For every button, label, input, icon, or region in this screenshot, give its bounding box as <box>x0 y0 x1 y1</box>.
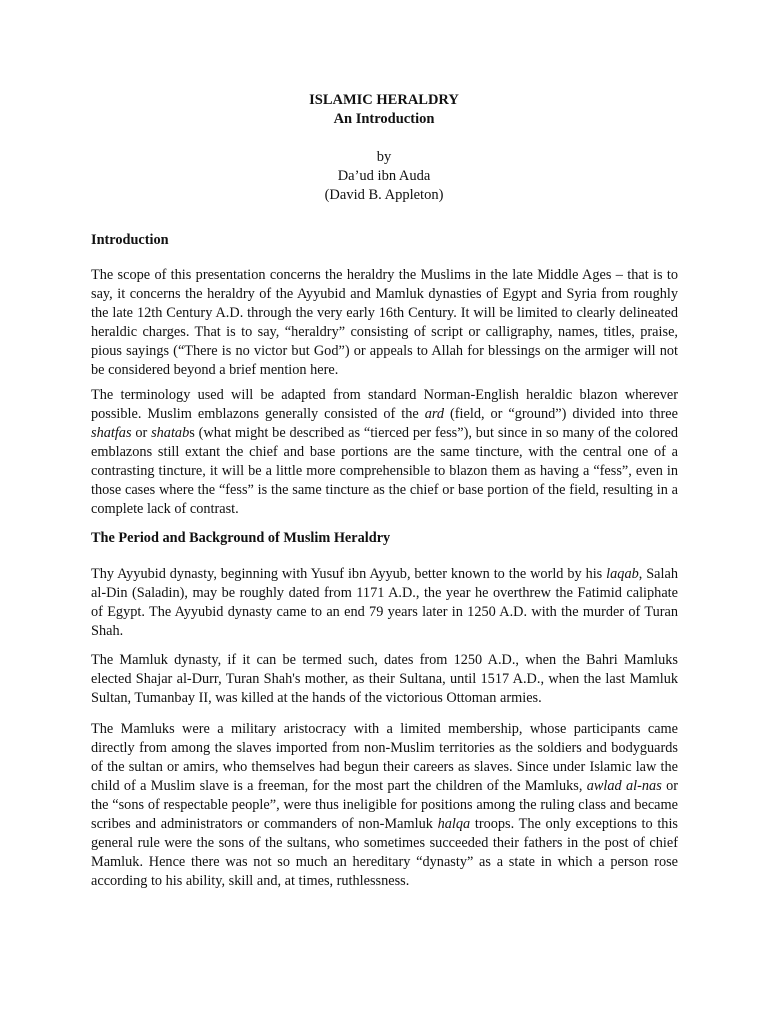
term-shatfas: shatfas <box>91 425 132 441</box>
term-laqab: laqab <box>606 566 639 582</box>
author-alias: (David B. Appleton) <box>324 187 444 203</box>
document-title: ISLAMIC HERALDRY <box>309 92 459 108</box>
term-ard: ard <box>424 406 445 422</box>
paragraph-intro-2 <box>91 386 678 519</box>
paragraph-text: The Mamluks were a military aristocracy with a limited membership, whose participants came directly from among the slaves imported from non-Muslim territories as the soldiers and bodyguards of the sultan or amirs, who themselves had begun their careers as slaves. Since under Islamic law the child of a Muslim slave is a freeman, for the most part the children of the Mamluks, awlad al-nas or the “sons of respectable people”, were thus ineligible for positions among the ruling class and became scribes and administrators or commanders of non-Mamluk halqa troops. The only exceptions to this general rule were the sons of the sultans, who sometimes succeeded their fathers in the post of chief Mamluk. Hence there was not so much an hereditary “dynasty” as a state in which a person rose according to his ability, skill and, at times, ruthlessness. <box>91 721 678 889</box>
byline-by: by <box>376 149 392 165</box>
term-shatab: shatab <box>151 425 190 441</box>
term-halqa: halqa <box>437 816 471 832</box>
section-heading-introduction: Introduction <box>91 232 169 248</box>
paragraph-text: The terminology used will be adapted from standard Norman-English heraldic blazon wherever possible. Muslim emblazons generally consisted of the ard (field, or “ground”) divided into three shatfas or shatabs (what might be described as “tierced per fess”), but since in so many of the colored emblazons still extant the chief and base portions are the same tincture, with the central one of a contrasting tincture, it will be a little more comprehensible to blazon them as having a “fess”, even in those cases where the “fess” is the same tincture as the chief or base portion of the field, resulting in a complete lack of contrast. <box>91 387 678 517</box>
title-block <box>0 91 768 205</box>
section-heading-period: The Period and Background of Muslim Heraldry <box>91 530 391 546</box>
author-name: Da’ud ibn Auda <box>337 168 431 184</box>
paragraph-period-1 <box>91 565 678 641</box>
paragraph-period-3 <box>91 720 678 891</box>
paragraph-text: Thy Ayyubid dynasty, beginning with Yusuf ibn Ayyub, better known to the world by his laqab, Salah al-Din (Saladin), may be roughly dated from 1171 A.D., the year he overthrew the Fatimid caliphate of Egypt. The Ayyubid dynasty came to an end 79 years later in 1250 A.D. with the murder of Turan Shah. <box>91 566 678 639</box>
document-subtitle: An Introduction <box>333 111 435 127</box>
paragraph-text: The Mamluk dynasty, if it can be termed such, dates from 1250 A.D., when the Bahri Mamluks elected Shajar al-Durr, Turan Shah's mother, as their Sultana, until 1517 A.D., when the last Mamluk Sultan, Tumanbay II, was killed at the hands of the victorious Ottoman armies. <box>91 652 678 706</box>
paragraph-text: The scope of this presentation concerns the heraldry the Muslims in the late Middle Ages – that is to say, it concerns the heraldry of the Ayyubid and Mamluk dynasties of Egypt and Syria from roughly the late 12th Century A.D. through the very early 16th Century. It will be limited to clearly delineated heraldic charges. That is to say, “heraldry” consisting of script or calligraphy, names, titles, praise, pious sayings (“There is no victor but God”) or appeals to Allah for blessings on the armiger will not be considered beyond a brief mention here. <box>91 267 678 378</box>
paragraph-intro-1 <box>91 266 678 380</box>
paragraph-period-2 <box>91 651 678 708</box>
term-awlad-al-nas: awlad al-nas <box>586 778 662 794</box>
